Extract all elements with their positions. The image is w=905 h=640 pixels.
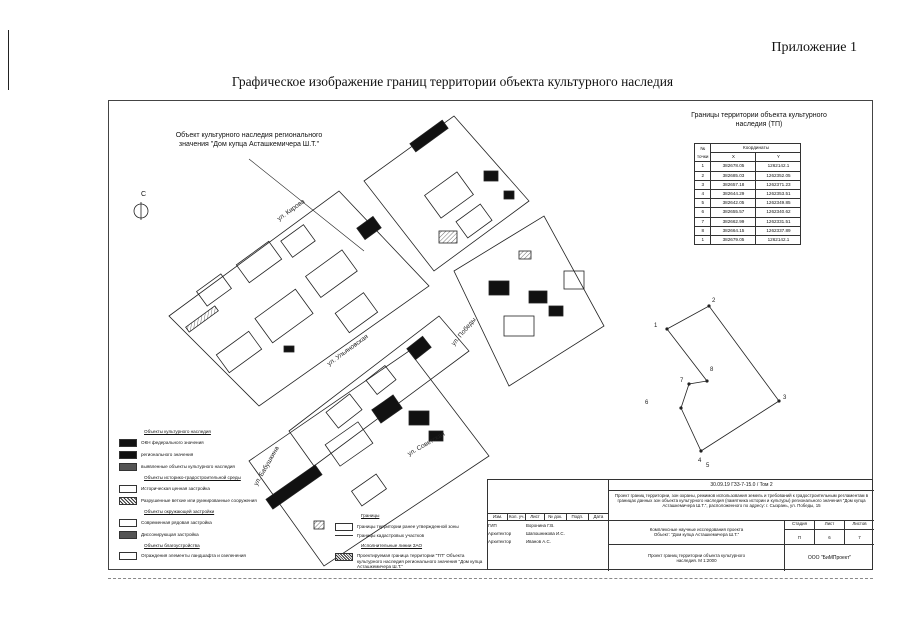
street-label-uljanovskaya: ул. Ульяновская — [326, 333, 370, 368]
table-header-y: Y — [756, 153, 801, 162]
cell-y: 1262331.51 — [756, 217, 801, 226]
table-header-no: № точки — [695, 144, 711, 162]
cell-x: 382678.05 — [711, 162, 756, 171]
legend-label: Границы территории ранее утвержденной зоны — [357, 524, 459, 530]
legend-swatch — [119, 552, 137, 560]
table-header-coords: Координаты — [711, 144, 801, 153]
legend-group-borders: Границы — [361, 513, 380, 518]
legend-swatch — [119, 497, 137, 505]
cell-x: 382662.99 — [711, 217, 756, 226]
table-row — [695, 180, 801, 189]
legend-group-heritage: Объекты культурного наследия — [144, 429, 211, 434]
legend-swatch — [119, 519, 137, 527]
role: ГИП — [488, 523, 497, 528]
city-block-uljanovskaya — [284, 316, 469, 466]
document-title: Графическое изображение границ территории объекта культурного наследия — [231, 74, 674, 89]
cell-n: 5 — [695, 199, 711, 208]
legend-swatch — [119, 485, 137, 493]
cell-n: 8 — [695, 226, 711, 235]
sheets-label: Листов — [844, 521, 874, 530]
legend-label: Ограждения элементы ландшафта и озеленения — [141, 553, 246, 559]
cell-n: 6 — [695, 208, 711, 217]
cell-x: 382655.57 — [711, 208, 756, 217]
legend-label: регионального значения — [141, 452, 194, 458]
table-row — [695, 171, 801, 180]
cell-n: 1 — [695, 235, 711, 244]
title-block — [487, 479, 873, 570]
cell-x: 382679.05 — [711, 235, 756, 244]
table-row — [695, 189, 801, 198]
map-sheet — [108, 100, 873, 570]
cell-x: 382664.15 — [711, 226, 756, 235]
object-callout: Объект культурного наследия регионального значения "Дом купца Асташкемичера Ш.Т." — [175, 132, 323, 148]
legend-label: Границы кадастровых участков — [357, 533, 425, 538]
stamp-description: Проект границ территории, зон охраны, режимов использования земель и требований к градостроительным регламентам в границах данных зон объекта культурного наследия (памятника истории и культуры) регионального значения "Дом купца Асташкемичера Ш.Т.", расположенного по адресу: г. Сызрань, ул. Победы, 15 — [608, 491, 874, 521]
cell-y: 1262349.85 — [756, 199, 801, 208]
legend-label: Диссонирующая застройка — [141, 532, 199, 538]
legend-swatch — [119, 463, 137, 471]
legend-item — [335, 553, 485, 570]
street-label-chebyshkina: ул. Бабушкина — [252, 445, 281, 487]
drawing-title: Проект границ территории объекта культурного наследия. М 1:2000 — [608, 545, 784, 571]
appendix-label: Приложение 1 — [771, 40, 857, 55]
col-header: Кол. уч. — [508, 514, 525, 519]
point-label-7: 7 — [680, 378, 684, 384]
legend-group-historic: Объекты историко-градостроительной среды — [144, 475, 241, 480]
cell-n: 4 — [695, 189, 711, 198]
cell-x: 382685.03 — [711, 171, 756, 180]
legend-item — [119, 439, 204, 447]
legend-label: Современная рядовая застройка — [141, 520, 212, 526]
cell-y: 1262340.62 — [756, 208, 801, 217]
role: Архитектор — [488, 539, 512, 544]
street-label-pobedy: ул. Победы — [450, 316, 478, 348]
legend-swatch — [119, 531, 137, 539]
legend-swatch — [119, 439, 137, 447]
organization: ООО "БиМПроект" — [784, 545, 874, 571]
cell-y: 1262337.89 — [756, 226, 801, 235]
col-header: № док. — [545, 514, 567, 520]
stamp-role-row — [488, 523, 608, 530]
legend-item — [119, 531, 199, 539]
point-label-3: 3 — [783, 395, 787, 401]
legend-item — [335, 523, 459, 531]
cell-n: 2 — [695, 171, 711, 180]
stamp-code: 30.09.19 ГЗ3-7-15.0 / Том 2 — [608, 480, 874, 491]
legend-item — [119, 552, 246, 560]
role: Архитектор — [488, 531, 512, 536]
point-label-2: 2 — [712, 298, 716, 304]
legend-label: выявленные объекты культурного наследия — [141, 464, 235, 470]
col-header: Изм. — [488, 514, 508, 520]
legend-label: Проектируемая граница территории "ТП" Объекта культурного наследия регионального значения "Дом купца Асташкемичера Ш.Т." — [357, 553, 483, 569]
cell-y: 1262352.05 — [756, 171, 801, 180]
legend-item — [119, 463, 235, 471]
street-label-sovetskaya: ул. Советская — [406, 430, 447, 458]
table-row — [695, 162, 801, 171]
table-header-x: X — [711, 153, 756, 162]
legend-item — [119, 497, 257, 505]
boundary-coordinates-table — [694, 143, 801, 245]
stamp-col-headers — [488, 513, 608, 521]
stamp-role-row — [488, 539, 608, 546]
point-label-4: 4 — [698, 458, 702, 464]
page-cut-line — [108, 578, 873, 579]
stamp-role-row — [488, 531, 608, 538]
table-row — [695, 199, 801, 208]
legend-item — [119, 485, 210, 493]
callout-leader — [249, 159, 364, 251]
point-label-5: 5 — [706, 463, 710, 469]
city-block-pobedy — [454, 216, 604, 386]
legend-group-landscape: Объекты благоустройства — [144, 543, 200, 548]
cell-n: 1 — [695, 162, 711, 171]
legend-item — [119, 519, 212, 527]
table-row — [695, 235, 801, 244]
col-header: Дата — [593, 514, 604, 519]
city-block-kirova — [169, 191, 429, 406]
person: Иванов А.С. — [526, 539, 551, 544]
legend-label: Историческая ценная застройка — [141, 486, 210, 492]
legend-label: Разрушенные ветхие или руинированные сооружения — [141, 498, 257, 504]
cell-n: 7 — [695, 217, 711, 226]
legend-item — [119, 451, 193, 459]
legend-swatch — [335, 553, 353, 561]
boundary-table-title: Границы территории объекта культурного наследия (ТП) — [691, 112, 827, 128]
table-row — [695, 217, 801, 226]
stage-value: П — [784, 530, 814, 545]
cell-y: 1262353.51 — [756, 189, 801, 198]
north-compass — [134, 202, 148, 220]
legend-item — [335, 533, 424, 539]
sheets-value: 7 — [844, 530, 874, 545]
person: Воронина Г.В. — [526, 523, 555, 528]
sheet-value: 6 — [814, 530, 844, 545]
street-label-kirova: ул. Кирова — [276, 198, 307, 223]
legend-swatch — [119, 451, 137, 459]
legend-swatch — [335, 535, 353, 537]
cell-x: 382642.05 — [711, 199, 756, 208]
cell-x: 382644.29 — [711, 189, 756, 198]
city-block-north — [364, 116, 529, 271]
stamp-work — [608, 521, 784, 545]
stage-label: Стадия — [784, 521, 814, 530]
cell-x: 382657.18 — [711, 180, 756, 189]
col-header: Подп. — [567, 514, 589, 520]
object-name: Объект: "Дом купца Асташкемичера Ш.Т." — [653, 532, 740, 537]
legend-group-surrounding: Объекты окружающей застройки — [144, 509, 215, 514]
work-title: Комплексные научные исследования проекта — [649, 527, 744, 532]
table-row — [695, 226, 801, 235]
north-label: С — [141, 191, 147, 198]
legend-swatch — [335, 523, 353, 531]
point-label-8: 8 — [710, 367, 714, 373]
legend-label: ОКН федерального значения — [141, 440, 204, 446]
cell-n: 3 — [695, 180, 711, 189]
sheet-label: Лист — [814, 521, 844, 530]
cell-y: 1262142.1 — [756, 235, 801, 244]
point-label-6: 6 — [645, 400, 649, 406]
cell-y: 1262142.1 — [756, 162, 801, 171]
person: Шапошникова И.С. — [526, 531, 565, 536]
legend-group-project: Исполнительные линии ЗАО — [361, 543, 423, 548]
point-label-1: 1 — [654, 323, 658, 329]
col-header: Лист — [526, 514, 544, 520]
table-row — [695, 208, 801, 217]
cell-y: 1262371.23 — [756, 180, 801, 189]
